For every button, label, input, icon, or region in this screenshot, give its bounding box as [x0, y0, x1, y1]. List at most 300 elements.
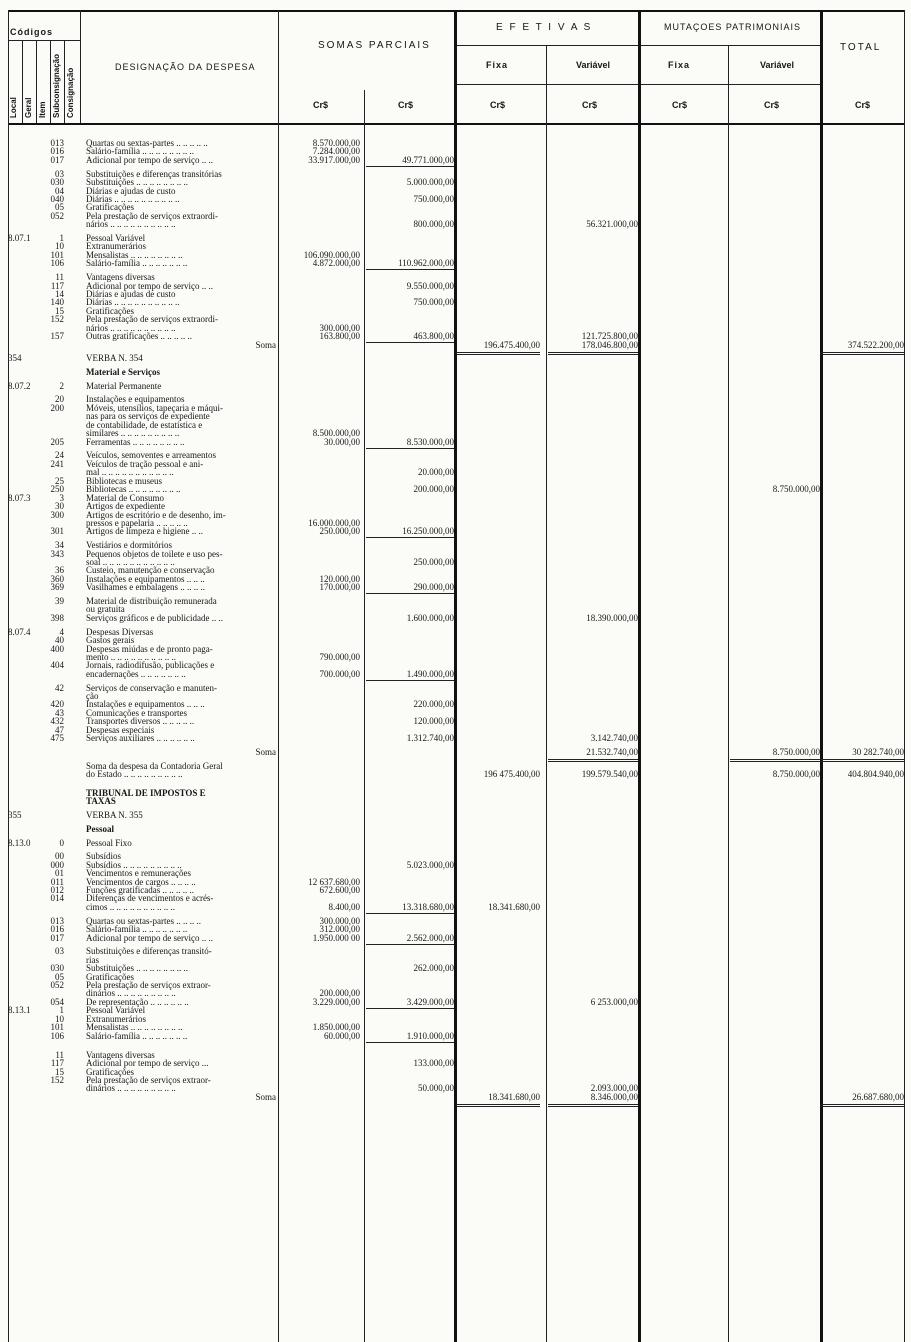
section-heading: Material e Serviços — [86, 368, 160, 377]
currency-parciais-2: Cr$ — [398, 100, 414, 110]
code-geral: 205 — [50, 436, 64, 447]
header-efetivas: E F E T I V A S — [496, 22, 593, 33]
amount-efetiva-variavel: 18.390.000,00 — [586, 612, 638, 623]
code-geral: 40 — [55, 635, 64, 645]
row-description: Jornais, radiodifusão, publicações e — [86, 661, 215, 671]
row-description: Instalações e equipamentos .. .. .. — [86, 574, 205, 584]
table-row — [0, 1032, 911, 1041]
soma-label: Soma — [255, 1092, 276, 1102]
amount-parcial-2: 250.000,00 — [413, 557, 454, 567]
table-row — [0, 368, 911, 377]
col-rule-code5 — [80, 10, 81, 123]
soma-row — [0, 341, 911, 350]
code-geral: 20 — [55, 394, 64, 405]
row-description: Custeio, manutenção e conservação — [86, 566, 215, 576]
row-description: Adicional por tempo de serviço .. .. — [86, 933, 213, 943]
row-description: Mensalistas .. .. .. .. .. .. .. .. — [86, 250, 183, 260]
row-description: Bibliotecas e museus — [86, 476, 162, 486]
row-description: similares .. .. .. .. .. .. .. .. .. — [86, 429, 180, 439]
code-geral: 101 — [50, 249, 64, 260]
code-geral: 03 — [55, 946, 64, 957]
subtotal-rule — [366, 593, 454, 594]
code-geral: 03 — [55, 168, 64, 179]
amount-parcial-2: 16.250.000,00 — [402, 526, 454, 537]
amount-parcial-1: 16.000.000,00 — [308, 517, 360, 528]
row-description: Pequenos objetos de toilete e uso pes- — [86, 549, 223, 559]
row-description: Despesas especiais — [86, 725, 155, 735]
amount-parcial-1: 250.000,00 — [319, 526, 360, 537]
row-description: Artigos de expediente — [86, 502, 165, 511]
row-description: ção — [86, 692, 99, 701]
amount-parcial-2: 9.550.000,00 — [406, 280, 454, 291]
amount-parcial-2: 5.000.000,00 — [406, 177, 454, 187]
row-description: Diferenças de vencimentos e acrés- — [86, 894, 214, 904]
amount-mutacao-variavel: 8.750.000,00 — [772, 746, 820, 757]
table-row — [0, 259, 911, 268]
amount-efetiva-fixa: 18.341.680,00 — [488, 1091, 540, 1102]
header-consignacao: Consignação — [66, 67, 75, 118]
row-description: Instalações e equipamentos — [86, 395, 185, 405]
code-geral: 25 — [55, 475, 64, 486]
code-geral: 117 — [50, 280, 64, 291]
row-description: Pela prestação de serviços extraordi- — [86, 211, 218, 221]
amount-parcial-2: 13.318.680,00 — [402, 901, 454, 912]
code-geral: 11 — [55, 1049, 64, 1060]
subtotal-rule — [366, 944, 454, 945]
section-heading: TAXAS — [86, 797, 116, 807]
row-description: mal .. .. .. .. .. .. .. .. .. .. .. — [86, 468, 174, 478]
amount-parcial-1: 33.917.000,00 — [308, 154, 360, 165]
row-description: Comunicações e transportes — [86, 708, 187, 718]
code-geral: 000 — [50, 859, 64, 870]
code-geral: 15 — [55, 305, 64, 316]
row-description: Gastos gerais — [86, 636, 135, 645]
row-description: Mensalistas .. .. .. .. .. .. .. .. — [86, 1023, 183, 1033]
header-item: Item — [38, 101, 47, 118]
header-mutacoes-fixa: Fixa — [668, 60, 691, 70]
row-description: ou gratuita — [86, 605, 125, 615]
code-geral: 475 — [50, 733, 64, 744]
amount-total: 404.804.940,00 — [847, 769, 904, 779]
amount-efetiva-variavel: 6 253.000,00 — [590, 996, 638, 1007]
row-description: Pessoal Variável — [86, 234, 146, 243]
row-description: Funções gratificadas .. .. .. .. .. — [86, 886, 194, 895]
amount-parcial-1: 8.570.000,00 — [312, 138, 360, 148]
code-local: 8.07.1 — [8, 233, 31, 243]
row-description: Salário-família .. .. .. .. .. .. .. .. — [86, 147, 194, 157]
code-geral: 017 — [50, 154, 64, 165]
row-description: Pessoal Variável — [86, 1006, 146, 1016]
row-description: Substituições e diferenças transitó- — [86, 947, 212, 957]
row-description: Gratificações — [86, 972, 134, 982]
amount-efetiva-variavel: 178.046.800,00 — [581, 339, 638, 350]
total-rule — [456, 1104, 540, 1107]
row-description: nas para os serviços de expediente — [86, 412, 210, 422]
row-description: mento .. .. .. .. .. .. .. .. .. .. — [86, 652, 176, 662]
row-description: soal .. .. .. .. .. .. .. .. .. .. .. — [86, 558, 175, 567]
amount-parcial-1: 1.850.000,00 — [312, 1022, 360, 1033]
row-description: Substituições .. .. .. .. .. .. .. .. — [86, 964, 189, 974]
amount-parcial-1: 7.284.000,00 — [312, 146, 360, 157]
code-geral: 43 — [55, 707, 64, 718]
code-geral: 052 — [50, 980, 64, 990]
table-row — [0, 614, 911, 623]
code-geral: 36 — [55, 565, 64, 576]
code-geral: 301 — [50, 526, 64, 537]
code-geral: 34 — [55, 540, 64, 551]
amount-parcial-1: 790.000,00 — [319, 651, 360, 662]
table-row — [0, 903, 911, 912]
amount-parcial-2: 20.000,00 — [418, 467, 454, 478]
code-geral: 2 — [59, 380, 64, 391]
amount-total: 30 282.740,00 — [852, 746, 904, 757]
row-description: dinários .. .. .. .. .. .. .. .. .. — [86, 989, 176, 999]
row-description: Outras gratificações .. .. .. .. .. — [86, 332, 192, 342]
subtotal-rule — [366, 680, 454, 681]
table-row — [0, 156, 911, 165]
amount-parcial-2: 5.023.000,00 — [406, 859, 454, 870]
row-description: Quartas ou sextas-partes .. .. .. .. .. — [86, 139, 208, 148]
amount-parcial-1: 8.400,00 — [328, 901, 360, 912]
currency-efetivas-fixa: Cr$ — [490, 100, 506, 110]
row-description: Salário-família .. .. .. .. .. .. .. — [86, 1031, 188, 1041]
col-rule-code3 — [50, 40, 51, 123]
code-geral: 241 — [50, 458, 64, 469]
code-geral: 052 — [50, 210, 64, 221]
row-description: Transportes diversos .. .. .. .. .. — [86, 717, 195, 727]
amount-parcial-2: 750.000,00 — [413, 193, 454, 204]
code-geral: 39 — [55, 596, 64, 606]
code-local: 8.07.3 — [8, 492, 31, 503]
code-geral: 400 — [50, 643, 64, 654]
amount-parcial-1: 8.500.000,00 — [312, 428, 360, 439]
code-geral: 152 — [50, 1074, 64, 1085]
row-description: Vencimentos de cargos .. .. .. .. — [86, 877, 196, 887]
code-geral: 106 — [50, 258, 64, 269]
code-geral: 11 — [55, 272, 64, 282]
row-description: Artigos de escritório e de desenho, im- — [86, 510, 226, 520]
code-geral: 10 — [55, 241, 64, 252]
amount-parcial-1: 4.872.000,00 — [312, 258, 360, 269]
amount-efetiva-fixa: 18.341.680,00 — [488, 901, 540, 912]
code-geral: 011 — [50, 876, 64, 887]
row-description: Bibliotecas .. .. .. .. .. .. .. .. — [86, 485, 181, 495]
code-geral: 013 — [50, 138, 64, 148]
amount-parcial-2: 200.000,00 — [413, 484, 454, 495]
soma-row — [0, 1093, 911, 1102]
amount-parcial-1: 300.000,00 — [319, 915, 360, 926]
row-description: encadernações .. .. .. .. .. .. .. — [86, 669, 186, 679]
code-local: 355 — [8, 810, 22, 821]
row-description: Adicional por tempo de serviço .. .. — [86, 281, 213, 291]
amount-parcial-2: 8.530.000,00 — [406, 436, 454, 447]
code-geral: 016 — [50, 146, 64, 157]
code-geral: 4 — [59, 626, 64, 637]
amount-parcial-1: 60.000,00 — [324, 1030, 360, 1041]
amount-parcial-1: 672.600,00 — [319, 885, 360, 895]
subtotal-rule — [366, 913, 454, 914]
amount-mutacao-variavel: 8.750.000,00 — [772, 484, 820, 495]
row-description: Diárias e ajudas de custo — [86, 186, 176, 196]
code-geral: 42 — [55, 682, 64, 693]
amount-parcial-2: 110.962.000,00 — [398, 258, 454, 269]
amount-parcial-2: 1.312.740,00 — [406, 733, 454, 744]
code-geral: 369 — [50, 582, 64, 593]
header-mutacoes: MUTAÇOES PATRIMONIAIS — [664, 22, 802, 32]
row-description: Material de Consumo — [86, 493, 164, 503]
row-description: Extranumerários — [86, 1014, 146, 1024]
code-geral: 47 — [55, 724, 64, 735]
table-row — [0, 670, 911, 679]
subtotal-rule — [366, 448, 454, 449]
amount-parcial-2: 3.429.000,00 — [406, 996, 454, 1007]
row-description: Vantagens diversas — [86, 273, 155, 282]
amount-parcial-2: 750.000,00 — [413, 297, 454, 308]
row-description: Serviços gráficos e de publicidade .. .. — [86, 613, 223, 623]
code-geral: 14 — [55, 288, 64, 299]
amount-parcial-1: 30.000,00 — [324, 436, 360, 447]
row-description: dinários .. .. .. .. .. .. .. .. .. — [86, 1084, 176, 1094]
amount-parcial-2: 120.000,00 — [413, 716, 454, 727]
amount-efetiva-variavel: 8.346.000,00 — [590, 1091, 638, 1102]
amount-parcial-1: 12 637.680,00 — [308, 876, 360, 887]
code-geral: 398 — [50, 612, 64, 623]
row-description: Salário-família .. .. .. .. .. .. .. — [86, 925, 188, 934]
code-geral: 05 — [55, 202, 64, 213]
header-subhead-rule — [454, 84, 820, 85]
row-description: Material de distribuição remunerada — [86, 597, 217, 606]
row-description: Vasilhames e embalagens .. .. .. .. — [86, 583, 205, 593]
row-description: Pela prestação de serviços extraordi- — [86, 315, 218, 325]
code-geral: 152 — [50, 314, 64, 325]
section-heading: TRIBUNAL DE IMPOSTOS E — [86, 789, 206, 798]
row-description: VERBA N. 354 — [86, 354, 143, 364]
code-geral: 106 — [50, 1030, 64, 1041]
row-description: de contabilidade, de estatística e — [86, 420, 203, 430]
row-description: do Estado .. .. .. .. .. .. .. .. .. — [86, 770, 183, 779]
row-description: Substituições e diferenças transitórias — [86, 169, 222, 179]
subtotal-rule — [366, 269, 454, 270]
header-local: Local — [9, 97, 18, 118]
amount-parcial-2: 262.000,00 — [413, 963, 454, 974]
header-somas-parciais: SOMAS PARCIAIS — [318, 40, 431, 51]
currency-parciais-1: Cr$ — [313, 100, 329, 110]
amount-parcial-1: 3.229.000,00 — [312, 996, 360, 1007]
code-geral: 10 — [55, 1013, 64, 1024]
amount-parcial-1: 120.000,00 — [319, 573, 360, 584]
amount-parcial-2: 2.562.000,00 — [406, 932, 454, 943]
amount-parcial-1: 312.000,00 — [319, 924, 360, 934]
row-description: nários .. .. .. .. .. .. .. .. .. .. — [86, 323, 176, 333]
code-local: 8.07.4 — [8, 626, 31, 637]
code-geral: 3 — [59, 492, 64, 503]
table-row — [0, 583, 911, 592]
amount-parcial-2: 463.800,00 — [413, 331, 454, 342]
amount-parcial-1: 106.090.000,00 — [303, 249, 360, 260]
amount-efetiva-fixa: 196.475.400,00 — [483, 339, 540, 350]
code-geral: 140 — [50, 297, 64, 308]
soma-row — [0, 748, 911, 757]
amount-parcial-2: 220.000,00 — [413, 699, 454, 710]
code-geral: 04 — [55, 185, 64, 196]
col-rule-code4 — [64, 40, 65, 123]
row-description: Vestiários e dormitórios — [86, 541, 172, 551]
code-geral: 157 — [50, 331, 64, 342]
row-description: Despesas miúdas e de pronto paga- — [86, 644, 213, 654]
table-row — [0, 934, 911, 943]
code-geral: 014 — [50, 893, 64, 904]
amount-efetiva-variavel: 56.321.000,00 — [586, 219, 638, 230]
code-geral: 117 — [50, 1058, 64, 1068]
amount-parcial-1: 300.000,00 — [319, 322, 360, 333]
table-row — [0, 354, 911, 363]
code-geral: 101 — [50, 1022, 64, 1033]
amount-efetiva-variavel: 21.532.740,00 — [586, 746, 638, 757]
amount-efetiva-variavel: 199.579.540,00 — [581, 769, 638, 779]
code-geral: 343 — [50, 548, 64, 559]
currency-mutacoes-variavel: Cr$ — [764, 100, 780, 110]
table-row — [0, 811, 911, 820]
code-geral: 360 — [50, 573, 64, 584]
row-description: Serviços de conservação e manuten- — [86, 683, 217, 693]
header-codigos: Códigos — [10, 27, 53, 37]
amount-parcial-2: 1.910.000,00 — [406, 1030, 454, 1041]
amount-efetiva-variavel: 121.725.800,00 — [581, 331, 638, 342]
col-rule-code1 — [22, 40, 23, 123]
row-description: Gratificações — [86, 1067, 134, 1077]
row-description: Vantagens diversas — [86, 1050, 155, 1060]
row-description: Diárias .. .. .. .. .. .. .. .. .. .. — [86, 194, 180, 204]
soma-label: Soma — [255, 747, 276, 757]
header-geral: Geral — [24, 97, 33, 118]
code-local: 354 — [8, 353, 22, 364]
amount-efetiva-variavel: 3.142.740,00 — [590, 733, 638, 744]
code-geral: 030 — [50, 177, 64, 187]
row-description: Material Permanente — [86, 381, 162, 391]
header-total: TOTAL — [840, 42, 882, 53]
row-description: Ferramentas .. .. .. .. .. .. .. .. — [86, 437, 185, 447]
amount-parcial-1: 1.950.000 00 — [312, 932, 360, 943]
amount-total: 26.687.680,00 — [852, 1091, 904, 1102]
header-efetivas-fixa: Fixa — [486, 60, 509, 70]
amount-parcial-1: 163.800,00 — [319, 331, 360, 342]
row-description: VERBA N. 355 — [86, 811, 143, 821]
row-description: Subsídios .. .. .. .. .. .. .. .. .. — [86, 860, 182, 870]
table-row — [0, 797, 911, 806]
amount-parcial-2: 1.490.000,00 — [406, 668, 454, 679]
table-row — [0, 527, 911, 536]
code-geral: 24 — [55, 450, 64, 461]
code-geral: 420 — [50, 699, 64, 710]
row-description: Pela prestação de serviços extraor- — [86, 1075, 211, 1085]
row-description: nários .. .. .. .. .. .. .. .. .. .. — [86, 220, 176, 230]
code-geral: 017 — [50, 932, 64, 943]
header-subgroup-rule — [454, 45, 820, 46]
code-geral: 040 — [50, 193, 64, 204]
table-row — [0, 770, 911, 779]
row-description: Veículos de tração pessoal e ani- — [86, 459, 204, 469]
table-row — [0, 839, 911, 848]
row-description: Adicional por tempo de serviço ... — [86, 1059, 209, 1068]
code-geral: 432 — [50, 716, 64, 727]
row-description: rias — [86, 955, 99, 965]
row-description: Artigos de limpeza e higiene .. .. — [86, 527, 203, 537]
row-description: Extranumerários — [86, 242, 146, 252]
row-description: Pela prestação de serviços extraor- — [86, 981, 211, 990]
row-description: Instalações e equipamentos .. .. .. — [86, 700, 205, 710]
currency-total: Cr$ — [855, 100, 871, 110]
subtotal-rule — [366, 166, 454, 167]
amount-total: 374.522.200,00 — [847, 339, 904, 350]
subtotal-rule — [366, 537, 454, 538]
amount-parcial-1: 170.000,00 — [319, 582, 360, 593]
amount-parcial-2: 290.000,00 — [413, 582, 454, 593]
code-geral: 0 — [59, 837, 64, 848]
row-description: cimos .. .. .. .. .. .. .. .. .. .. — [86, 902, 175, 912]
table-row — [0, 734, 911, 743]
row-description: Pessoal Fixo — [86, 838, 132, 848]
header-designacao: DESIGNAÇÃO DA DESPESA — [115, 62, 256, 72]
code-geral: 012 — [50, 885, 64, 895]
code-geral: 404 — [50, 660, 64, 671]
subtotal-rule — [366, 1042, 454, 1043]
amount-efetiva-fixa: 196 475.400,00 — [483, 769, 540, 779]
code-geral: 250 — [50, 484, 64, 495]
row-description: Substituições .. .. .. .. .. .. .. .. — [86, 178, 189, 187]
amount-parcial-1: 700.000,00 — [319, 668, 360, 679]
amount-parcial-2: 50.000,00 — [418, 1083, 454, 1094]
section-heading: Pessoal — [86, 824, 114, 834]
row-description: Vencimentos e remunerações — [86, 869, 191, 879]
row-description: pressos e papelaria .. .. .. .. .. — [86, 518, 188, 528]
amount-parcial-2: 800.000,00 — [413, 219, 454, 230]
currency-mutacoes-fixa: Cr$ — [672, 100, 688, 110]
row-description: Serviços auxiliares .. .. .. .. .. .. — [86, 734, 195, 744]
code-geral: 200 — [50, 402, 64, 413]
row-description: Subsídios — [86, 852, 122, 862]
row-description: Diárias .. .. .. .. .. .. .. .. .. .. — [86, 298, 180, 308]
amount-parcial-1: 200.000,00 — [319, 988, 360, 999]
header-efetivas-variavel: Variável — [576, 60, 611, 70]
code-geral: 300 — [50, 509, 64, 520]
header-mutacoes-variavel: Variável — [760, 60, 795, 70]
row-description: Adicional por tempo de serviço .. .. — [86, 155, 213, 165]
total-rule — [548, 1104, 638, 1107]
code-local: 8.13.1 — [8, 1005, 31, 1016]
amount-efetiva-variavel: 2.093.000,00 — [590, 1083, 638, 1094]
total-rule — [820, 1104, 904, 1107]
row-description: Gratificações — [86, 203, 134, 213]
amount-mutacao-variavel: 8.750.000,00 — [772, 769, 820, 779]
row-description: Veículos, semoventes e arreamentos — [86, 451, 216, 461]
table-row — [0, 382, 911, 391]
soma-label: Soma — [255, 340, 276, 350]
code-local: 8.13.0 — [8, 837, 31, 848]
row-description: Diárias e ajudas de custo — [86, 289, 176, 299]
code-local: 8.07.2 — [8, 380, 31, 391]
amount-parcial-2: 1.600.000,00 — [406, 612, 454, 623]
code-geral: 013 — [50, 915, 64, 926]
row-description: De representação .. .. .. .. .. .. — [86, 997, 189, 1007]
code-geral: 15 — [55, 1066, 64, 1077]
currency-efetivas-variavel: Cr$ — [582, 100, 598, 110]
row-description: Gratificações — [86, 306, 134, 316]
code-geral: 054 — [50, 996, 64, 1007]
table-row — [0, 438, 911, 447]
code-geral: 016 — [50, 924, 64, 934]
codigos-rule — [8, 40, 80, 41]
code-geral: 05 — [55, 971, 64, 982]
